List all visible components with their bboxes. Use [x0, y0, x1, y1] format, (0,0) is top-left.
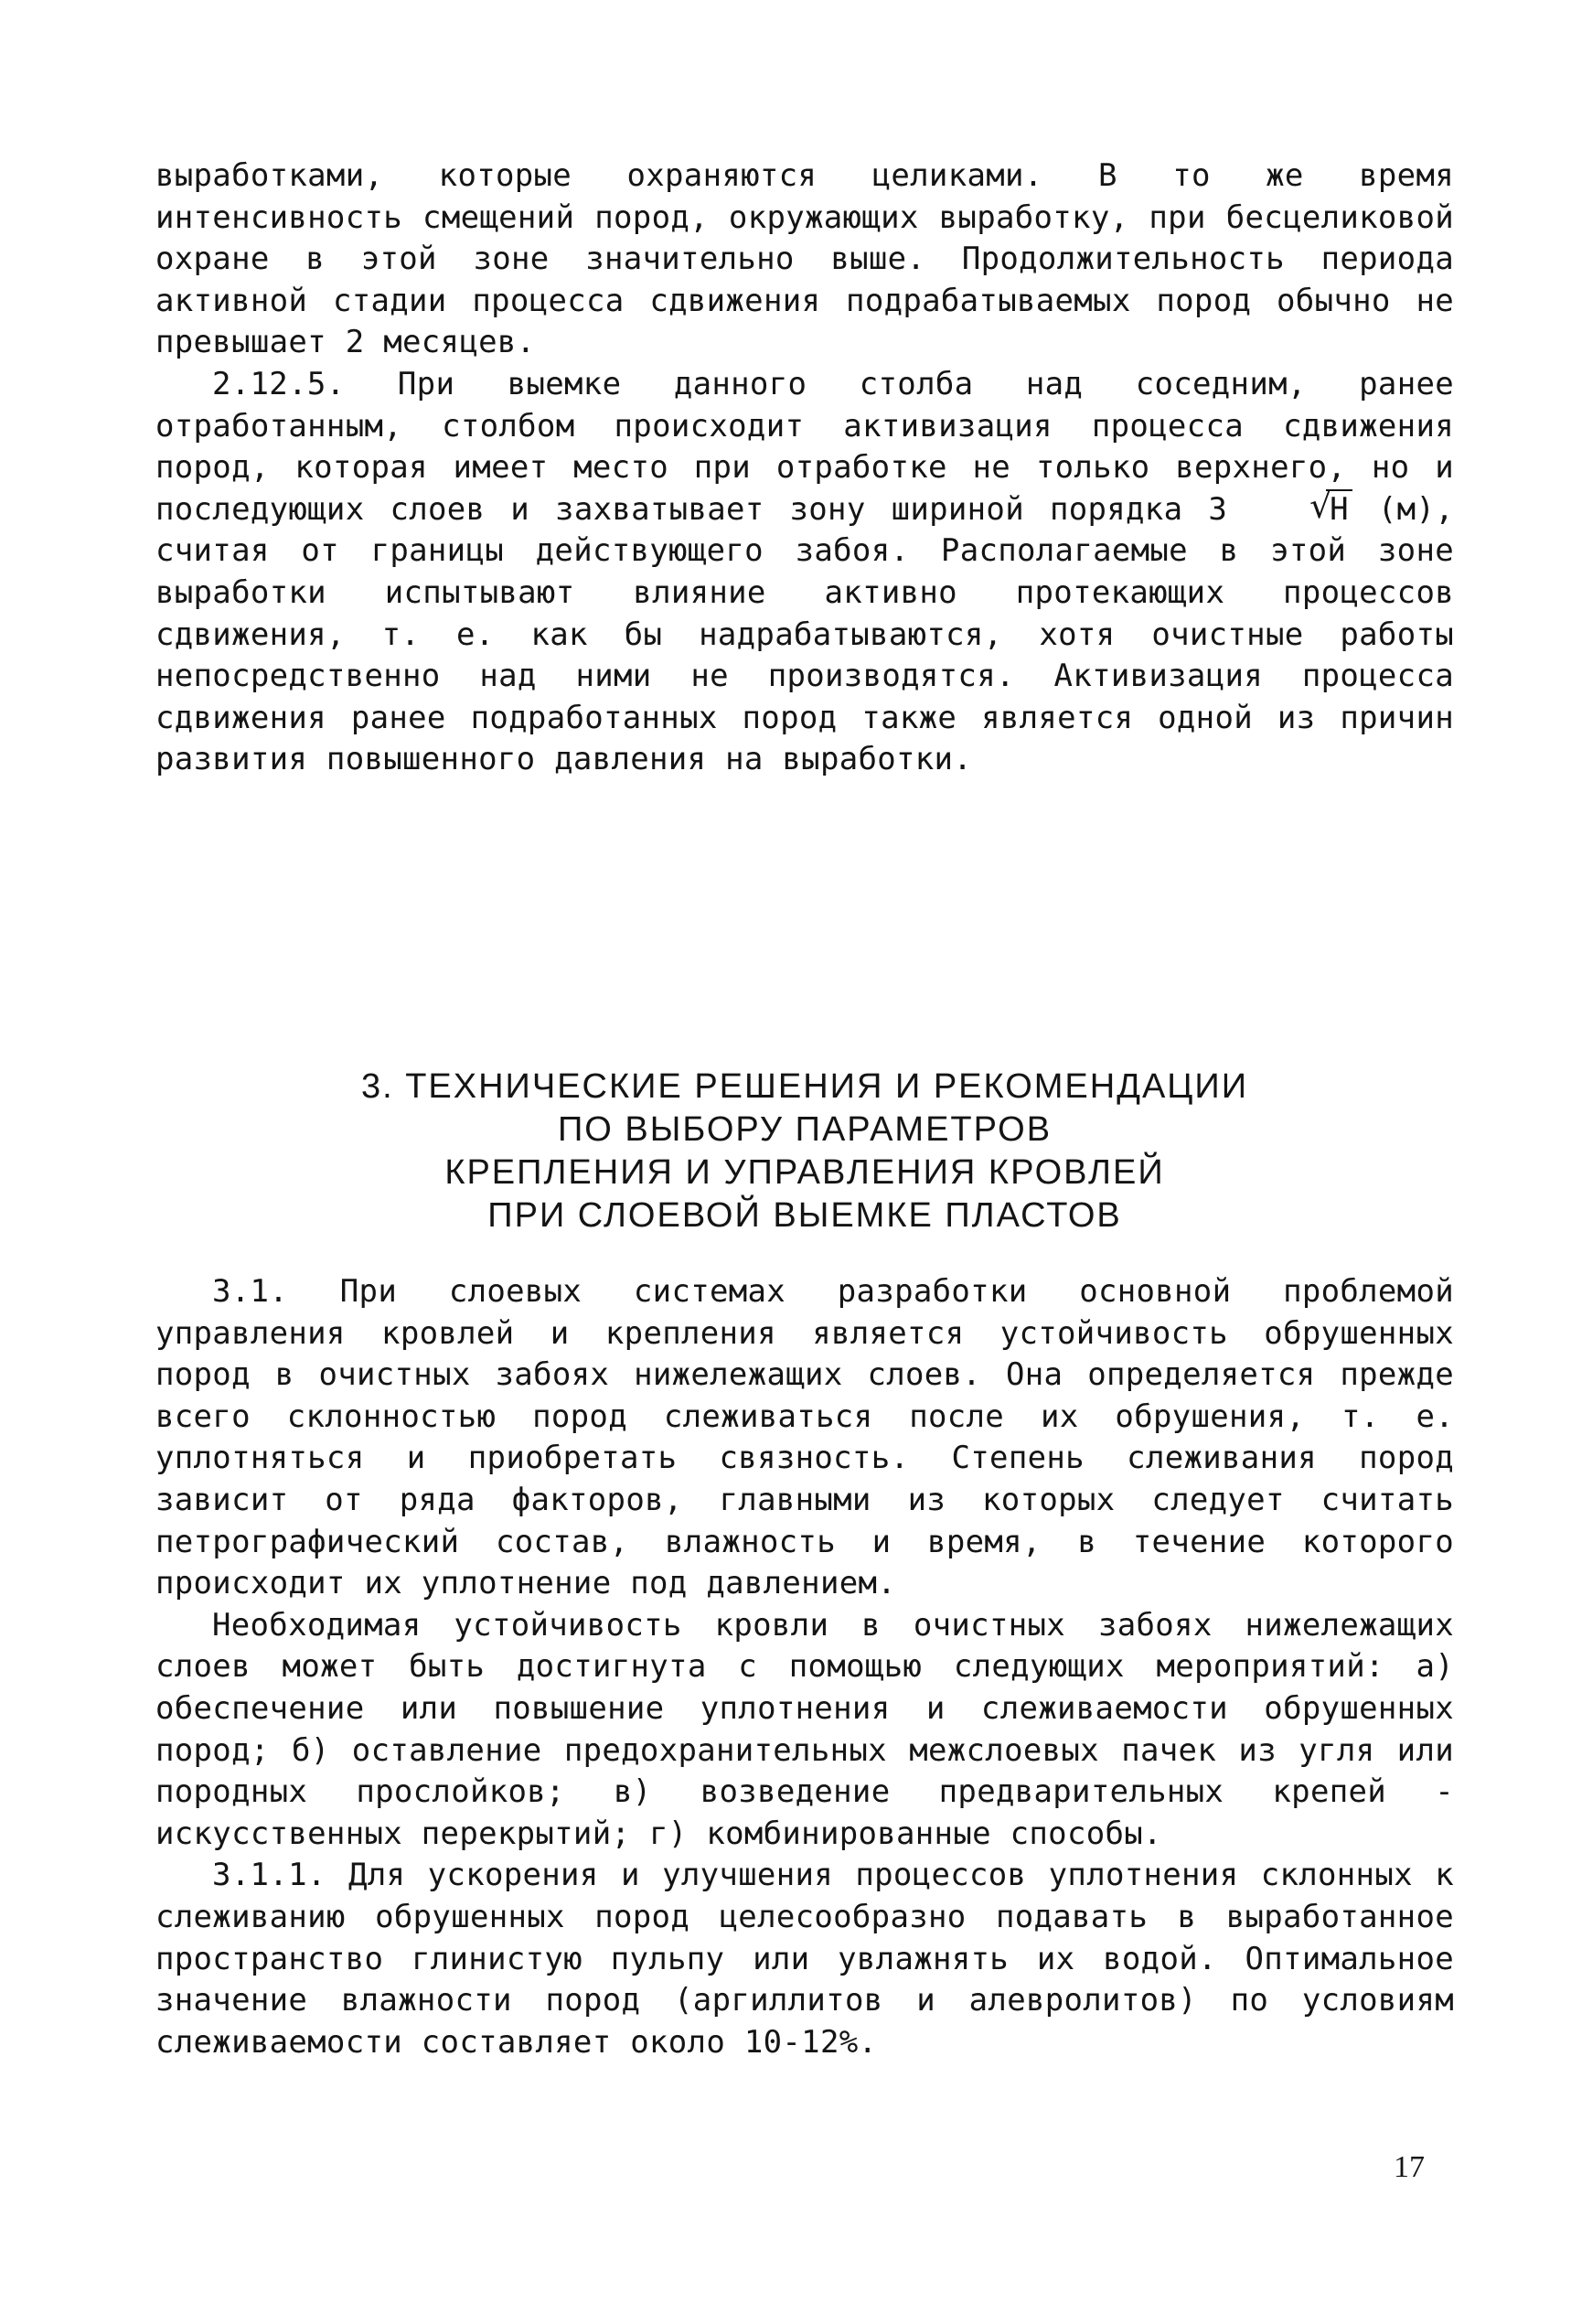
formula-radicand: H — [1326, 489, 1352, 528]
formula-unit: (м) — [1377, 490, 1436, 528]
section-heading — [155, 1066, 1454, 1237]
paragraph-2-12-5-text: 2.12.5. При выемке данного столба над соседним, ранее отработанным, столбом происходит активизация процесса сдвижения пород, которая имеет место при отработке не только верхнего, но и последующих слоев и захватывает зону шириной порядка — [155, 365, 1454, 528]
paragraph-3-1-1: 3.1.1. Для ускорения и улучшения процессов уплотнения склонных к слеживанию обрушенных пород целесообразно подавать в выработанное пространство глинистую пульпу или увлажнять их водой. Оптимальное значение влажности пород (аргиллитов и алевролитов) по условиям слеживаемости составляет около 10-12%. — [155, 1857, 1454, 2061]
paragraph-2-12-5 — [155, 364, 1454, 781]
paragraph-3-1: 3.1. При слоевых системах разработки основной проблемой управления кровлей и крепления является устойчивость обрушенных пород в очистных забоях нижележащих слоев. Она определяется прежде всего склонностью пород слеживаться после их обрушения, т. е. уплотняться и приобретать связность. Степень слеживания пород зависит от ряда факторов, главными из которых следует считать петрографический состав, влажность и время, в течение которого происходит их уплотнение под давлением. — [155, 1273, 1454, 1602]
radical-sign-icon: √ — [1309, 485, 1332, 526]
paragraph-2-12-5-continuation: , считая от границы действующего забоя. Располагаемые в этой зоне выработки испытывают влияние активно протекающих процессов сдвижения, т. е. как бы надрабатываются, хотя очистные работы непосредственно над ними не производятся. Активизация процесса сдвижения ранее подработанных пород также является одной из причин развития повышенного давления на выработки. — [155, 490, 1454, 778]
section-heading-line-4: ПРИ СЛОЕВОЙ ВЫЕМКЕ ПЛАСТОВ — [487, 1196, 1122, 1235]
section-heading-line-3: КРЕПЛЕНИЯ И УПРАВЛЕНИЯ КРОВЛЕЙ — [444, 1153, 1165, 1192]
square-root-formula — [1253, 485, 1352, 531]
body-text-bottom — [155, 1271, 1454, 2063]
section-heading-line-2: ПО ВЫБОРУ ПАРАМЕТРОВ — [557, 1110, 1053, 1149]
body-text-top — [155, 155, 1454, 781]
formula-prefix: 3 — [1208, 490, 1228, 528]
paragraph-continuation: выработками, которые охраняются целиками. В то же время интенсивность смещений пород, окружающих выработку, при бесцеликовой охране в этой зоне значительно выше. Продолжительность периода активной стадии процесса сдвижения подрабатываемых пород обычно не превышает 2 месяцев. — [155, 157, 1454, 361]
section-heading-line-1: 3. ТЕХНИЧЕСКИЕ РЕШЕНИЯ И РЕКОМЕНДАЦИИ — [360, 1067, 1249, 1106]
page-number: 17 — [1394, 2150, 1425, 2184]
paragraph-measures: Необходимая устойчивость кровли в очистных забоях нижележащих слоев может быть достигнута с помощью следующих мероприятий: а) обеспечение или повышение уплотнения и слеживаемости обрушенных пород; б) оставление предохранительных межслоевых пачек из угля или породных прослойков; в) возведение предварительных крепей - искусственных перекрытий; г) комбинированные способы. — [155, 1606, 1454, 1852]
